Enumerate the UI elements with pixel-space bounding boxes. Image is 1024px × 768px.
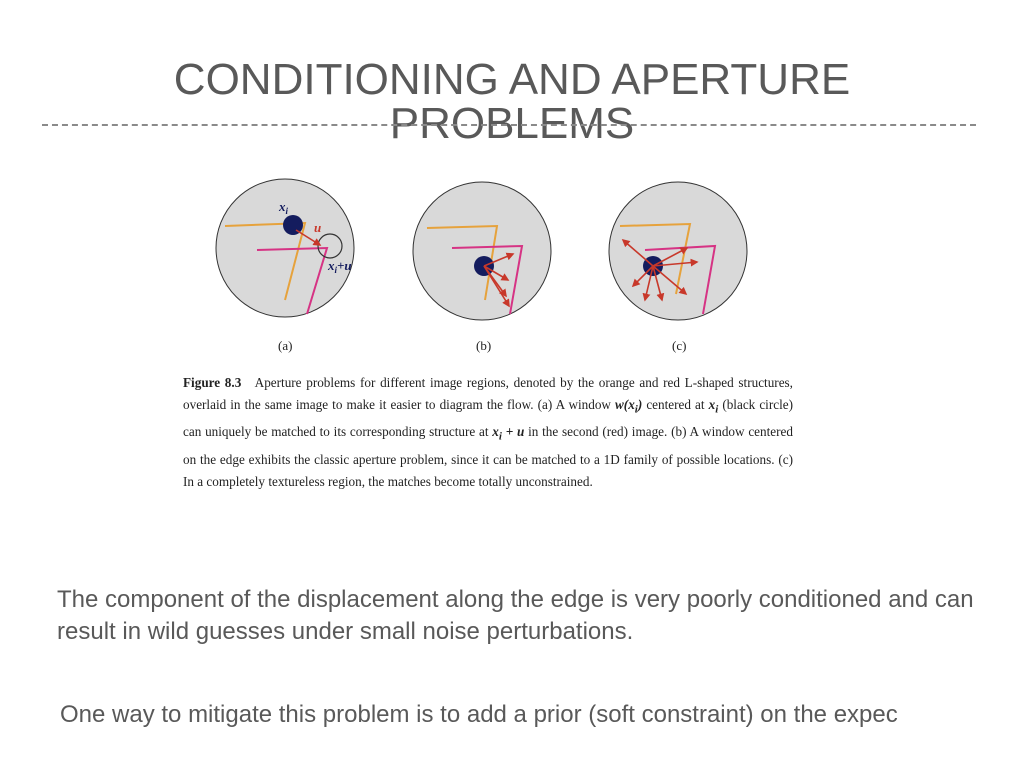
panel-a-label: (a) <box>278 338 293 353</box>
figure-caption <box>183 372 793 493</box>
title-line-2: PROBLEMS <box>389 99 635 148</box>
panel-c <box>609 182 747 353</box>
caption-math-xi-plus-u: $x_i + u$ <box>492 424 525 444</box>
caption-text-1: Aperture problems for different image regions, denoted by the orange and red L-shaped structures, overlaid in the same image to make it easier to diagram the flow. (a) A window <box>183 375 793 413</box>
label-xi: $x_i$ <box>279 199 289 216</box>
panel-c-disc <box>609 182 747 320</box>
label-xi-plus-u: $x_i+u$ <box>328 258 352 275</box>
panel-b-label: (b) <box>476 338 492 353</box>
caption-math-window: $w(x_i)$ <box>615 397 643 417</box>
caption-text-3: (black circle) can uniquely be matched to its corresponding structure at <box>183 397 793 440</box>
aperture-figure <box>200 178 760 368</box>
slide-title <box>0 55 1024 148</box>
title-line-1: CONDITIONING AND APERTURE <box>173 55 851 104</box>
caption-math-xi: $x_i$ <box>708 397 719 417</box>
body-paragraph-1: The component of the displacement along the edge is very poorly conditioned and can result in wild guesses under small noise perturbations. <box>57 586 974 645</box>
panel-b-disc <box>413 182 551 320</box>
body-paragraph-2: One way to mitigate this problem is to add a prior (soft constraint) on the expec <box>60 701 898 728</box>
panel-b <box>413 182 551 353</box>
caption-text-4: in the second (red) image. (b) A window centered on the edge exhibits the classic aperture problem, since it can be matched to a 1D family of possible locations. (c) In a completely textureless region, the matches become totally unconstrained. <box>183 424 793 489</box>
title-divider <box>42 124 976 126</box>
panel-c-label: (c) <box>672 338 687 353</box>
caption-label: Figure 8.3 <box>183 375 242 390</box>
caption-text-2: centered at <box>642 397 709 413</box>
label-u: u <box>314 220 322 235</box>
panel-a <box>216 179 354 353</box>
